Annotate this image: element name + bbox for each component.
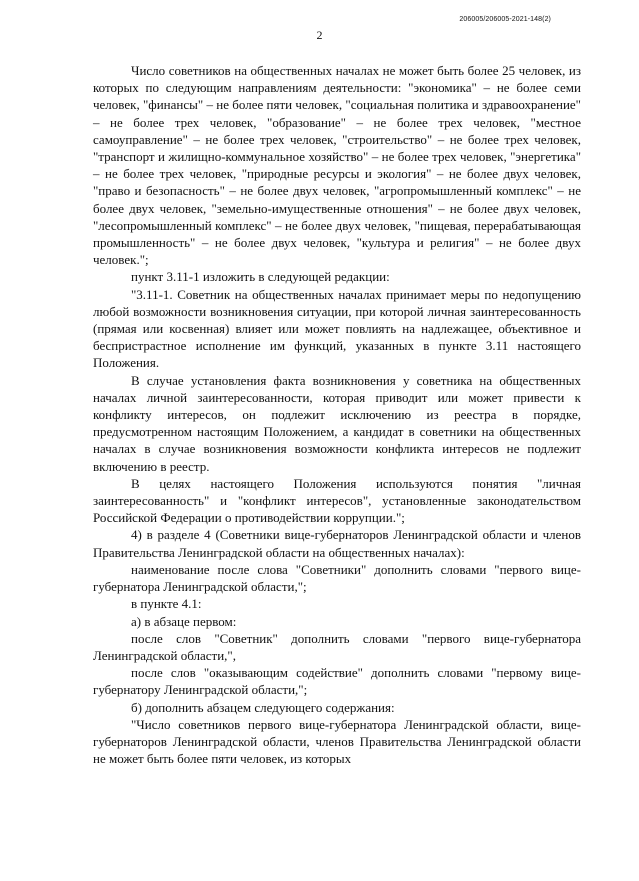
paragraph-definitions: В целях настоящего Положения используются понятия "личная заинтересованность" и "конфликт интересов", установленные законодательством Российской Федерации о противодействии коррупции.";: [93, 475, 581, 526]
paragraph-after-assisting: после слов "оказывающим содействие" дополнить словами "первому вице-губернатору Ленинградской области,";: [93, 665, 581, 698]
paragraph-after-adviser: после слов "Советник" дополнить словами "первого вице-губернатора Ленинградской области,",: [93, 630, 581, 663]
paragraph-subitem-b: б) дополнить абзацем следующего содержания:: [131, 699, 395, 715]
paragraph-conflict-of-interest: В случае установления факта возникновения у советника на общественных началах личной заинтересованности, которая приводит или может привести к конфликту интересов, он подлежит исключению из реестра в порядке, предусмотренном настоящим Положением, а кандидат в советники на общественных началах в случае возникновения возможности конфликта интересов не подлежит включению в реестр.: [93, 372, 581, 474]
paragraph-section-4-title: наименование после слова "Советники" дополнить словами "первого вице-губернатора Ленинградской области,";: [93, 561, 581, 595]
document-body: [93, 62, 581, 767]
paragraph-new-clause: "Число советников первого вице-губернатора Ленинградской области, вице-губернаторов Ленинградской области, членов Правительства Ленинградской области не может быть более пяти человек, из которых: [93, 716, 581, 767]
paragraph-item-4-1: в пункте 4.1:: [131, 596, 202, 612]
paragraph-section-4: 4) в разделе 4 (Советники вице-губернаторов Ленинградской области и членов Правительства Ленинградской области на общественных началах):: [93, 527, 581, 560]
document-id: 206005/206005-2021-148(2): [459, 16, 551, 23]
paragraph-advisers-count: Число советников на общественных началах не может быть более 25 человек, из которых по следующим направлениям деятельности: "экономика" – не более семи человек, "финансы" – не более пяти человек, "социальная политика и здравоохранение" – не более трех человек, "образование" – не более трех человек, "местное самоуправление" – не более трех человек, "строительство" – не более трех человек, "транспорт и жилищно-коммунальное хозяйство" – не более трех человек, "энергетика" – не более трех человек, "природные ресурсы и экология" – не более двух человек, "право и безопасность" – не более двух человек, "агропромышленный комплекс" – не более двух человек, "земельно-имущественные отношения" – не более двух человек, "лесопромышленный комплекс" – не более двух человек, "пищевая, перерабатывающая промышленность" – не более двух человек, "культура и религия" – не более двух человек.";: [93, 63, 581, 268]
page-number: 2: [316, 28, 323, 42]
paragraph-item-3-11-1-intro: пункт 3.11-1 изложить в следующей редакции:: [131, 269, 390, 285]
paragraph-subitem-a: а) в абзаце первом:: [131, 613, 237, 629]
paragraph-item-3-11-1: "3.11-1. Советник на общественных началах принимает меры по недопущению любой возможности возникновения ситуации, при которой личная заинтересованность (прямая или косвенная) влияет или может повлиять на надлежащее, объективное и беспристрастное исполнение им функций, указанных в пункте 3.11 настоящего Положения.: [93, 286, 581, 371]
